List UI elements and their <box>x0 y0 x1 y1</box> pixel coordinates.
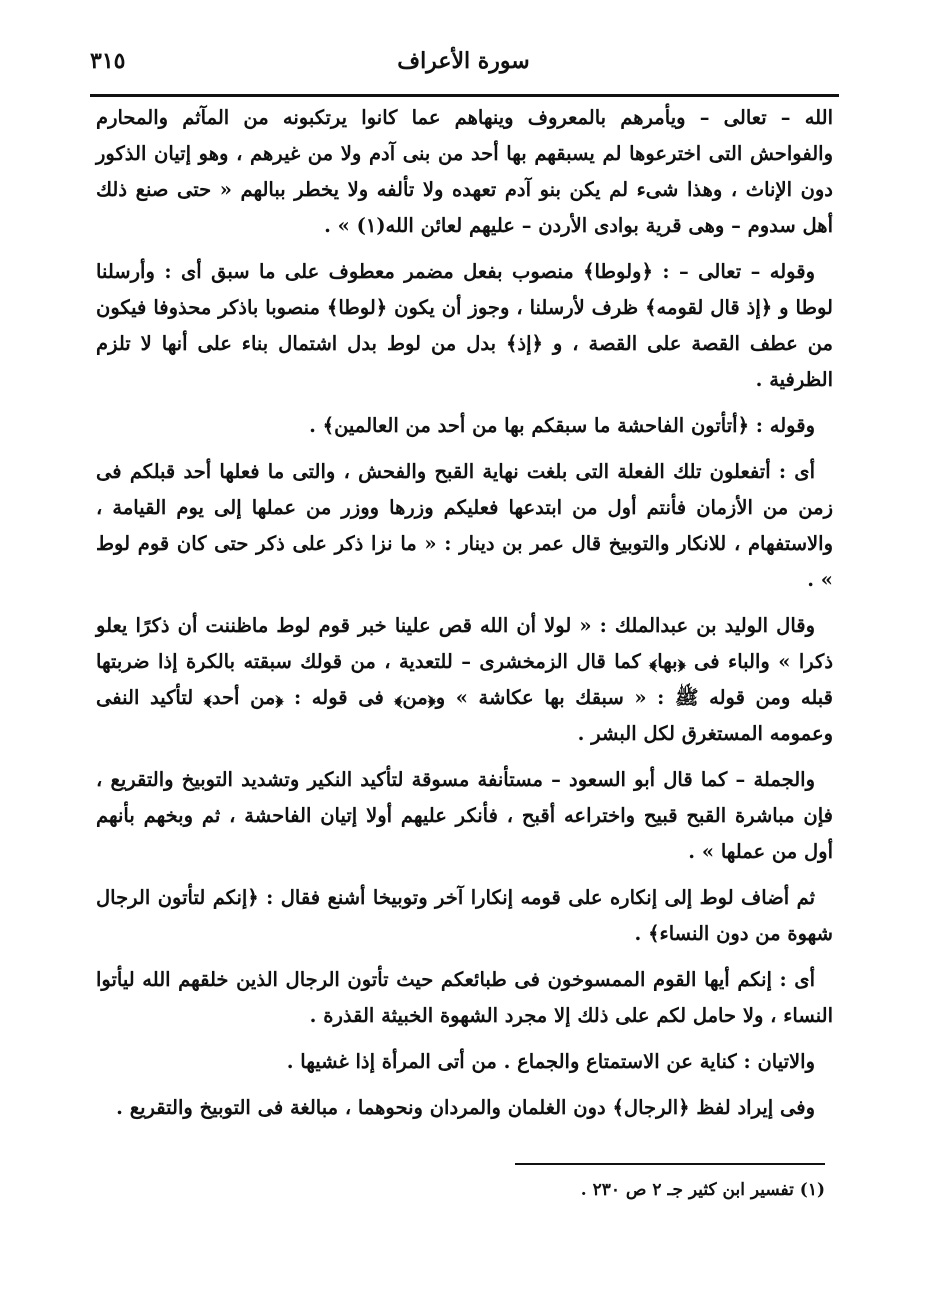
paragraph-4: أى : أتفعلون تلك الفعلة التى بلغت نهاية القبح والفحش ، والتى ما فعلها أحد قبلكم فى زمن من الأزمان فأنتم أول من ابتدعها فعليكم وزرها ووزر من عملها إلى يوم القيامة ، والاستفهام ، للانكار والتوبيخ قال عمر بن دينار : « ما نزا ذكر على ذكر حتى كان قوم لوط » . <box>96 460 833 591</box>
paragraph-5: وقال الوليد بن عبدالملك : « لولا أن الله قص علينا خبر قوم لوط ماظننت أن ذكرًا يعلو ذكرا » والباء فى ﴿بها﴾ كما قال الزمخشرى – للتعدية ، من قولك سبقته بالكرة إذا ضربتها قبله ومن قوله ﷺ : « سبقك بها عكاشة » و﴿من﴾ فى قوله : ﴿من أحد﴾ لتأكيد النفى وعمومه المستغرق لكل البشر . <box>96 614 833 745</box>
footnote: (١) تفسير ابن كثير جـ ٢ ص ٢٣٠ . <box>580 1180 825 1200</box>
paragraph-7: ثم أضاف لوط إلى إنكاره على قومه إنكارا آخر وتوبيخا أشنع فقال : ﴿إنكم لتأتون الرجال شهوة من دون النساء﴾ . <box>96 886 833 945</box>
paragraph-8: أى : إنكم أيها القوم الممسوخون فى طبائعكم حيث تأتون الرجال الذين خلقهم الله ليأتوا النساء ، ولا حامل لكم على ذلك إلا مجرد الشهوة الخبيثة القذرة . <box>96 968 833 1027</box>
body-text <box>96 100 833 1136</box>
paragraph-10: وفى إيراد لفظ ﴿الرجال﴾ دون الغلمان والمردان ونحوهما ، مبالغة فى التوبيخ والتقريع . <box>116 1096 815 1119</box>
paragraph-9: والاتيان : كناية عن الاستمتاع والجماع . من أتى المرأة إذا غشيها . <box>286 1050 815 1073</box>
surah-title: سورة الأعراف <box>397 48 530 74</box>
paragraph-1: الله – تعالى – ويأمرهم بالمعروف وينهاهم عما كانوا يرتكبونه من المآثم والمحارم والفواحش التى اخترعوها لم يسبقهم بها أحد من بنى آدم ولا من غيرهم ، وهو إتيان الذكور دون الإناث ، وهذا شىء لم يكن بنو آدم تعهده ولا تألفه ولا يخطر ببالهم « حتى صنع ذلك أهل سدوم – وهى قرية بوادى الأردن – عليهم لعائن الله(١) » . <box>96 106 833 237</box>
paragraph-6: والجملة – كما قال أبو السعود – مستأنفة مسوقة لتأكيد النكير وتشديد التوبيخ والتقريع ، فإن مباشرة القبح قبيح واختراعه أقبح ، فأنكر عليهم أولا إتيان الفاحشة ، ثم وبخهم بأنهم أول من عملها » . <box>96 768 833 863</box>
header-divider <box>90 94 839 97</box>
paragraph-2: وقوله – تعالى – : ﴿ولوطا﴾ منصوب بفعل مضمر معطوف على ما سبق أى : وأرسلنا لوطا و ﴿إذ قال لقومه﴾ ظرف لأرسلنا ، وجوز أن يكون ﴿لوطا﴾ منصوبا باذكر محذوفا فيكون من عطف القصة على القصة ، و ﴿إذ﴾ بدل من لوط بدل اشتمال بناء على أنها لا تلزم الظرفية . <box>96 260 833 391</box>
paragraph-3: وقوله : ﴿أتأتون الفاحشة ما سبقكم بها من أحد من العالمين﴾ . <box>309 414 815 437</box>
page-header <box>90 42 837 94</box>
page-number: ٣١٥ <box>90 48 126 74</box>
footnote-divider <box>515 1163 825 1165</box>
